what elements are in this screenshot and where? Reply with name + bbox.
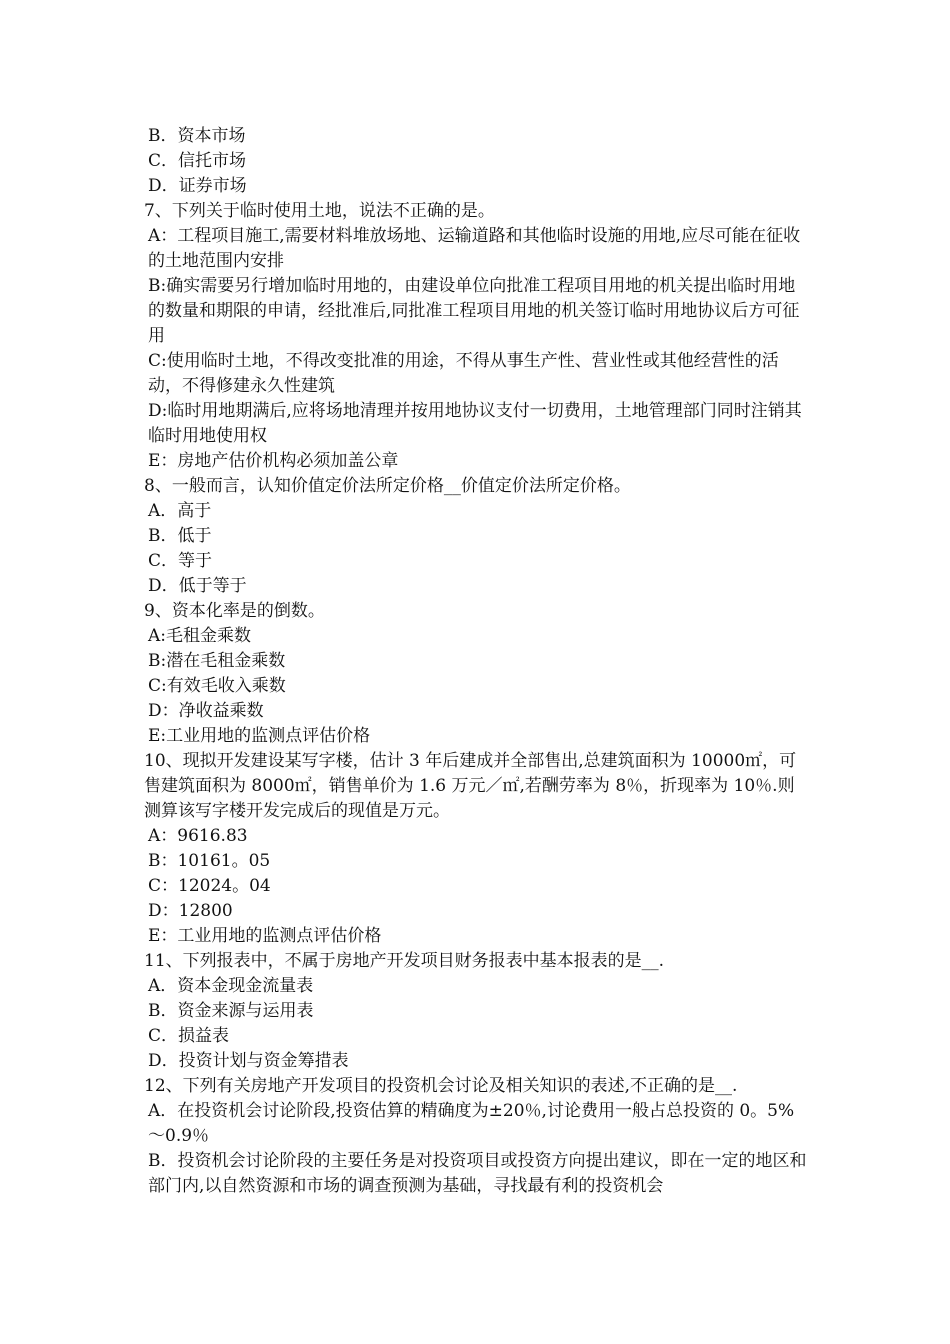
- option-line: E：房地产估价机构必须加盖公章: [148, 451, 399, 471]
- option-line: C:有效毛收入乘数: [148, 676, 286, 696]
- option-line: D．证券市场: [148, 176, 247, 196]
- question-line: 11、下列报表中，不属于房地产开发项目财务报表中基本报表的是__.: [144, 951, 665, 971]
- question-line: 12、下列有关房地产开发项目的投资机会讨论及相关知识的表述,不正确的是__.: [144, 1076, 738, 1096]
- option-line: B:潜在毛租金乘数: [148, 651, 286, 671]
- option-line: B．资本市场: [148, 126, 246, 146]
- option-line: C．等于: [148, 551, 213, 571]
- option-line: A．在投资机会讨论阶段,投资估算的精确度为±20％,讨论费用一般占总投资的 0。5%～0.9％: [148, 1101, 795, 1146]
- option-line: C．信托市场: [148, 151, 247, 171]
- question-line: 9、资本化率是的倒数。: [144, 601, 325, 621]
- option-line: A：9616.83: [148, 826, 248, 846]
- option-line: B:确实需要另行增加临时用地的，由建设单位向批准工程项目用地的机关提出临时用地的数量和期限的申请，经批准后,同批准工程项目用地的机关签订临时用地协议后方可征用: [148, 276, 800, 346]
- question-line: 7、下列关于临时使用土地，说法不正确的是。: [144, 201, 495, 221]
- option-line: D:临时用地期满后,应将场地清理并按用地协议支付一切费用，土地管理部门同时注销其临时用地使用权: [148, 401, 802, 446]
- option-line: B．低于: [148, 526, 212, 546]
- option-line: D．低于等于: [148, 576, 247, 596]
- option-line: A．高于: [148, 501, 212, 521]
- option-line: A．资本金现金流量表: [148, 976, 314, 996]
- option-line: D：12800: [148, 901, 233, 921]
- option-line: E：工业用地的监测点评估价格: [148, 926, 382, 946]
- option-line: B．投资机会讨论阶段的主要任务是对投资项目或投资方向提出建议，即在一定的地区和部门内,以自然资源和市场的调查预测为基础，寻找最有利的投资机会: [148, 1151, 807, 1196]
- option-line: D：净收益乘数: [148, 701, 264, 721]
- option-line: A：工程项目施工,需要材料堆放场地、运输道路和其他临时设施的用地,应尽可能在征收的土地范围内安排: [148, 226, 801, 271]
- question-line: 10、现拟开发建设某写字楼，估计 3 年后建成并全部售出,总建筑面积为 10000㎡，可售建筑面积为 8000㎡，销售单价为 1.6 万元／㎡,若酬劳率为 8％，折现率为 10％.则测算该写字楼开发完成后的现值是万元。: [144, 751, 797, 821]
- option-line: C．损益表: [148, 1026, 230, 1046]
- option-line: C：12024。04: [148, 876, 271, 896]
- option-line: E:工业用地的监测点评估价格: [148, 726, 371, 746]
- option-line: B．资金来源与运用表: [148, 1001, 314, 1021]
- option-line: A:毛租金乘数: [148, 626, 252, 646]
- question-line: 8、一般而言，认知价值定价法所定价格__价值定价法所定价格。: [144, 476, 631, 496]
- document-body: [144, 124, 810, 1199]
- option-line: C:使用临时土地，不得改变批准的用途，不得从事生产性、营业性或其他经营性的活动，不得修建永久性建筑: [148, 351, 779, 396]
- option-line: D．投资计划与资金筹措表: [148, 1051, 349, 1071]
- option-line: B：10161。05: [148, 851, 271, 871]
